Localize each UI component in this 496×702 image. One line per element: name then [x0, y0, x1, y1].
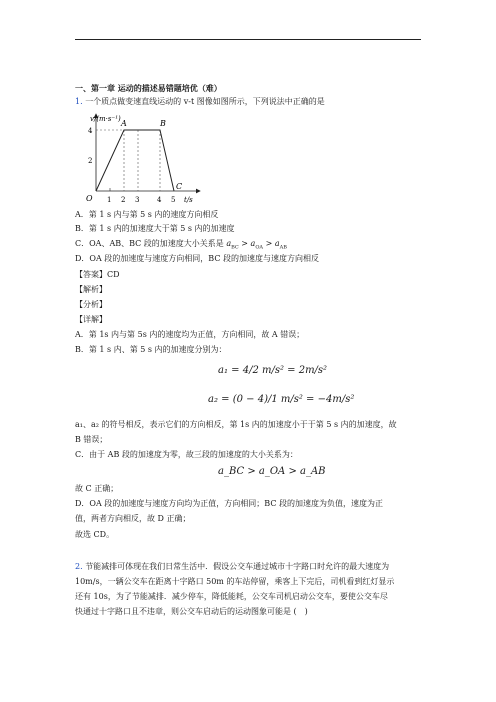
explanation-b: B．第 1 s 内、第 5 s 内的加速度分别为：	[75, 345, 227, 354]
section-title: 一、第一章 运动的描述易错题培优（难）	[75, 84, 222, 93]
x-axis-label: t/s	[184, 196, 193, 204]
x-tick-5: 5	[171, 196, 176, 204]
x-tick-3: 3	[135, 196, 140, 204]
question-2-line-2: 10m/s，一辆公交车在距离十字路口 50m 的车站停留，乘客上下完后，司机看到红灯显示	[75, 577, 395, 586]
explanation-d2: 值，两者方向相反，故 D 正确；	[75, 514, 191, 523]
y-tick-2: 2	[88, 157, 93, 165]
conclusion: 故选 CD。	[75, 530, 115, 539]
option-d: D．OA 段的加速度与速度方向相同，BC 段的加速度与速度方向相反	[75, 254, 319, 263]
option-c: C．OA、AB、BC 段的加速度大小关系是 $a_{BC} > a_{OA} > a_{AB}$	[75, 239, 287, 251]
y-axis-label: v/(m·s⁻¹)	[90, 115, 121, 123]
equation-a1: a₁ = 4/2 m/s² = 2m/s²	[218, 365, 328, 376]
point-label-b: B	[160, 119, 166, 128]
header-rule	[75, 39, 421, 40]
point-label-a: A	[121, 119, 127, 128]
x-tick-1: 1	[107, 196, 112, 204]
explanation-c2: 故 C 正确；	[75, 484, 119, 493]
explanation-b2: a₁、a₂ 的符号相反，表示它们的方向相反，第 1s 内的加速度小于于第 5 s 内的加速度，故	[75, 420, 397, 429]
y-tick-4: 4	[88, 127, 93, 135]
x-tick-2: 2	[121, 196, 126, 204]
analysis-label: 【分析】	[75, 300, 107, 309]
point-label-c: C	[176, 182, 183, 191]
question-2-text-1: 节能减排可体现在我们日常生活中．假设公交车通过城市十字路口时允许的最大速度为	[85, 562, 390, 571]
question-text: 一个质点做变速直线运动的 v-t 图像如图所示，下列说法中正确的是	[85, 97, 325, 106]
explanation-a: A．第 1s 内与第 5s 内的速度均为正值，方向相同，故 A 错误；	[75, 330, 305, 339]
vt-line	[96, 130, 174, 191]
question-1-stem	[75, 97, 325, 107]
question-2-number: 2.	[75, 562, 83, 571]
detail-label: 【详解】	[75, 315, 107, 324]
explanation-b3: B 错误；	[75, 435, 108, 444]
question-2-line-4: 快通过十字路口且不违章，则公交车启动后的运动图象可能是 ( )	[75, 607, 308, 616]
answer: 【答案】CD	[75, 270, 120, 279]
question-2-line-1	[75, 562, 389, 572]
explanation-c: C．由于 AB 段的加速度为零，故三段的加速度的大小关系为：	[75, 450, 298, 459]
x-tick-4: 4	[157, 196, 162, 204]
equation-relation: a_BC > a_OA > a_AB	[218, 466, 326, 477]
explanation-d: D．OA 段的加速度与速度方向均为正值，方向相同；BC 段的加速度为负值，速度为正	[75, 499, 383, 508]
question-2-line-3: 还有 10s，为了节能减排．减少停车，降低能耗，公交车司机启动公交车，要使公交车尽	[75, 592, 388, 601]
equation-a2: a₂ = (0 − 4)/1 m/s² = −4m/s²	[208, 394, 355, 405]
parse-label: 【解析】	[75, 285, 107, 294]
option-a: A．第 1 s 内与第 5 s 内的速度方向相反	[75, 210, 219, 219]
question-number: 1.	[75, 97, 83, 106]
option-b: B．第 1 s 内的加速度大于第 5 s 内的加速度	[75, 224, 235, 233]
origin-label: O	[86, 194, 93, 203]
vt-graph	[80, 110, 210, 210]
